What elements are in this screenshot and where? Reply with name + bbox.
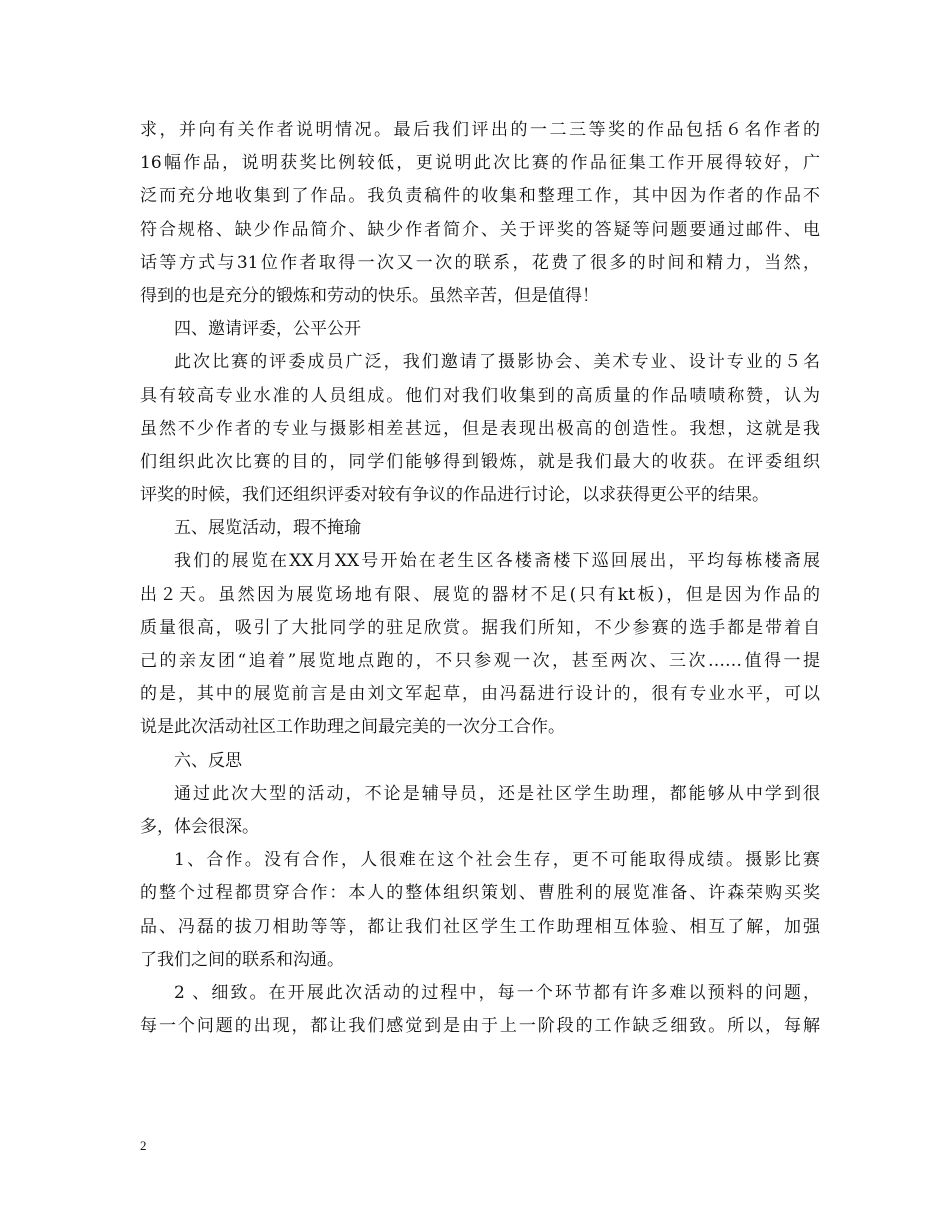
- text-line: 话等方式与31位作者取得一次又一次的联系，花费了很多的时间和精力，当然，: [140, 252, 820, 273]
- text-line: 我们的展览在XX月XX号开始在老生区各楼斋楼下巡回展出，平均每栋楼斋展: [174, 551, 820, 572]
- text-line: 得到的也是充分的锻炼和劳动的快乐。虽然辛苦，但是值得！: [140, 285, 599, 306]
- text-line: 四、邀请评委，公平公开: [174, 319, 361, 340]
- text-line: 求，并向有关作者说明情况。最后我们评出的一二三等奖的作品包括６名作者的: [140, 120, 820, 140]
- text-line: 每一个问题的出现，都让我们感觉到是由于上一阶段的工作缺乏细致。所以，每解: [140, 1016, 820, 1037]
- text-line: 出２天。虽然因为展览场地有限、展览的器材不足(只有kt板)，但是因为作品的: [140, 584, 820, 605]
- text-line: 评奖的时候，我们还组织评委对较有争议的作品进行讨论，以求获得更公平的结果。: [140, 485, 769, 506]
- page-number: 2: [140, 1138, 147, 1153]
- text-line: 己的亲友团“追着”展览地点跑的，不只参观一次，甚至两次、三次……值得一提: [140, 651, 820, 671]
- text-line: 泛而充分地收集到了作品。我负责稿件的收集和整理工作，其中因为作者的作品不: [140, 186, 820, 207]
- text-line: 品、冯磊的拔刀相助等等，都让我们社区学生工作助理相互体验、相互了解，加强: [140, 916, 820, 937]
- text-line: 说是此次活动社区工作助理之间最完美的一次分工合作。: [140, 717, 565, 738]
- text-line: 质量很高，吸引了大批同学的驻足欣赏。据我们所知，不少参赛的选手都是带着自: [140, 617, 820, 638]
- text-line: 2 、细致。在开展此次活动的过程中，每一个环节都有许多难以预料的问题，: [174, 982, 820, 1003]
- text-line: 六、反思: [174, 750, 242, 771]
- text-line: 16幅作品，说明获奖比例较低，更说明此次比赛的作品征集工作开展得较好，广: [140, 153, 820, 174]
- text-line: 们组织此次比赛的目的，同学们能够得到锻炼，就是我们最大的收获。在评委组织: [140, 451, 820, 472]
- text-line: 了我们之间的联系和沟通。: [140, 949, 344, 970]
- text-line: 多，体会很深。: [140, 816, 259, 837]
- text-line: 此次比赛的评委成员广泛，我们邀请了摄影协会、美术专业、设计专业的５名: [174, 352, 820, 373]
- text-line: 通过此次大型的活动，不论是辅导员，还是社区学生助理，都能够从中学到很: [174, 783, 820, 804]
- text-line: 1、合作。没有合作，人很难在这个社会生存，更不可能取得成绩。摄影比赛: [174, 850, 820, 871]
- text-line: 符合规格、缺少作品简介、缺少作者简介、关于评奖的答疑等问题要通过邮件、电: [140, 219, 820, 240]
- text-line: 的整个过程都贯穿合作：本人的整体组织策划、曹胜利的展览准备、许森荣购买奖: [140, 883, 820, 904]
- text-line: 具有较高专业水准的人员组成。他们对我们收集到的高质量的作品啧啧称赞，认为: [140, 385, 820, 406]
- text-line: 虽然不少作者的专业与摄影相差甚远，但是表现出极高的创造性。我想，这就是我: [140, 418, 820, 439]
- text-line: 的是，其中的展览前言是由刘文军起草，由冯磊进行设计的，很有专业水平，可以: [140, 684, 820, 705]
- text-line: 五、展览活动，瑕不掩瑜: [174, 518, 361, 539]
- document-body: [140, 114, 820, 1043]
